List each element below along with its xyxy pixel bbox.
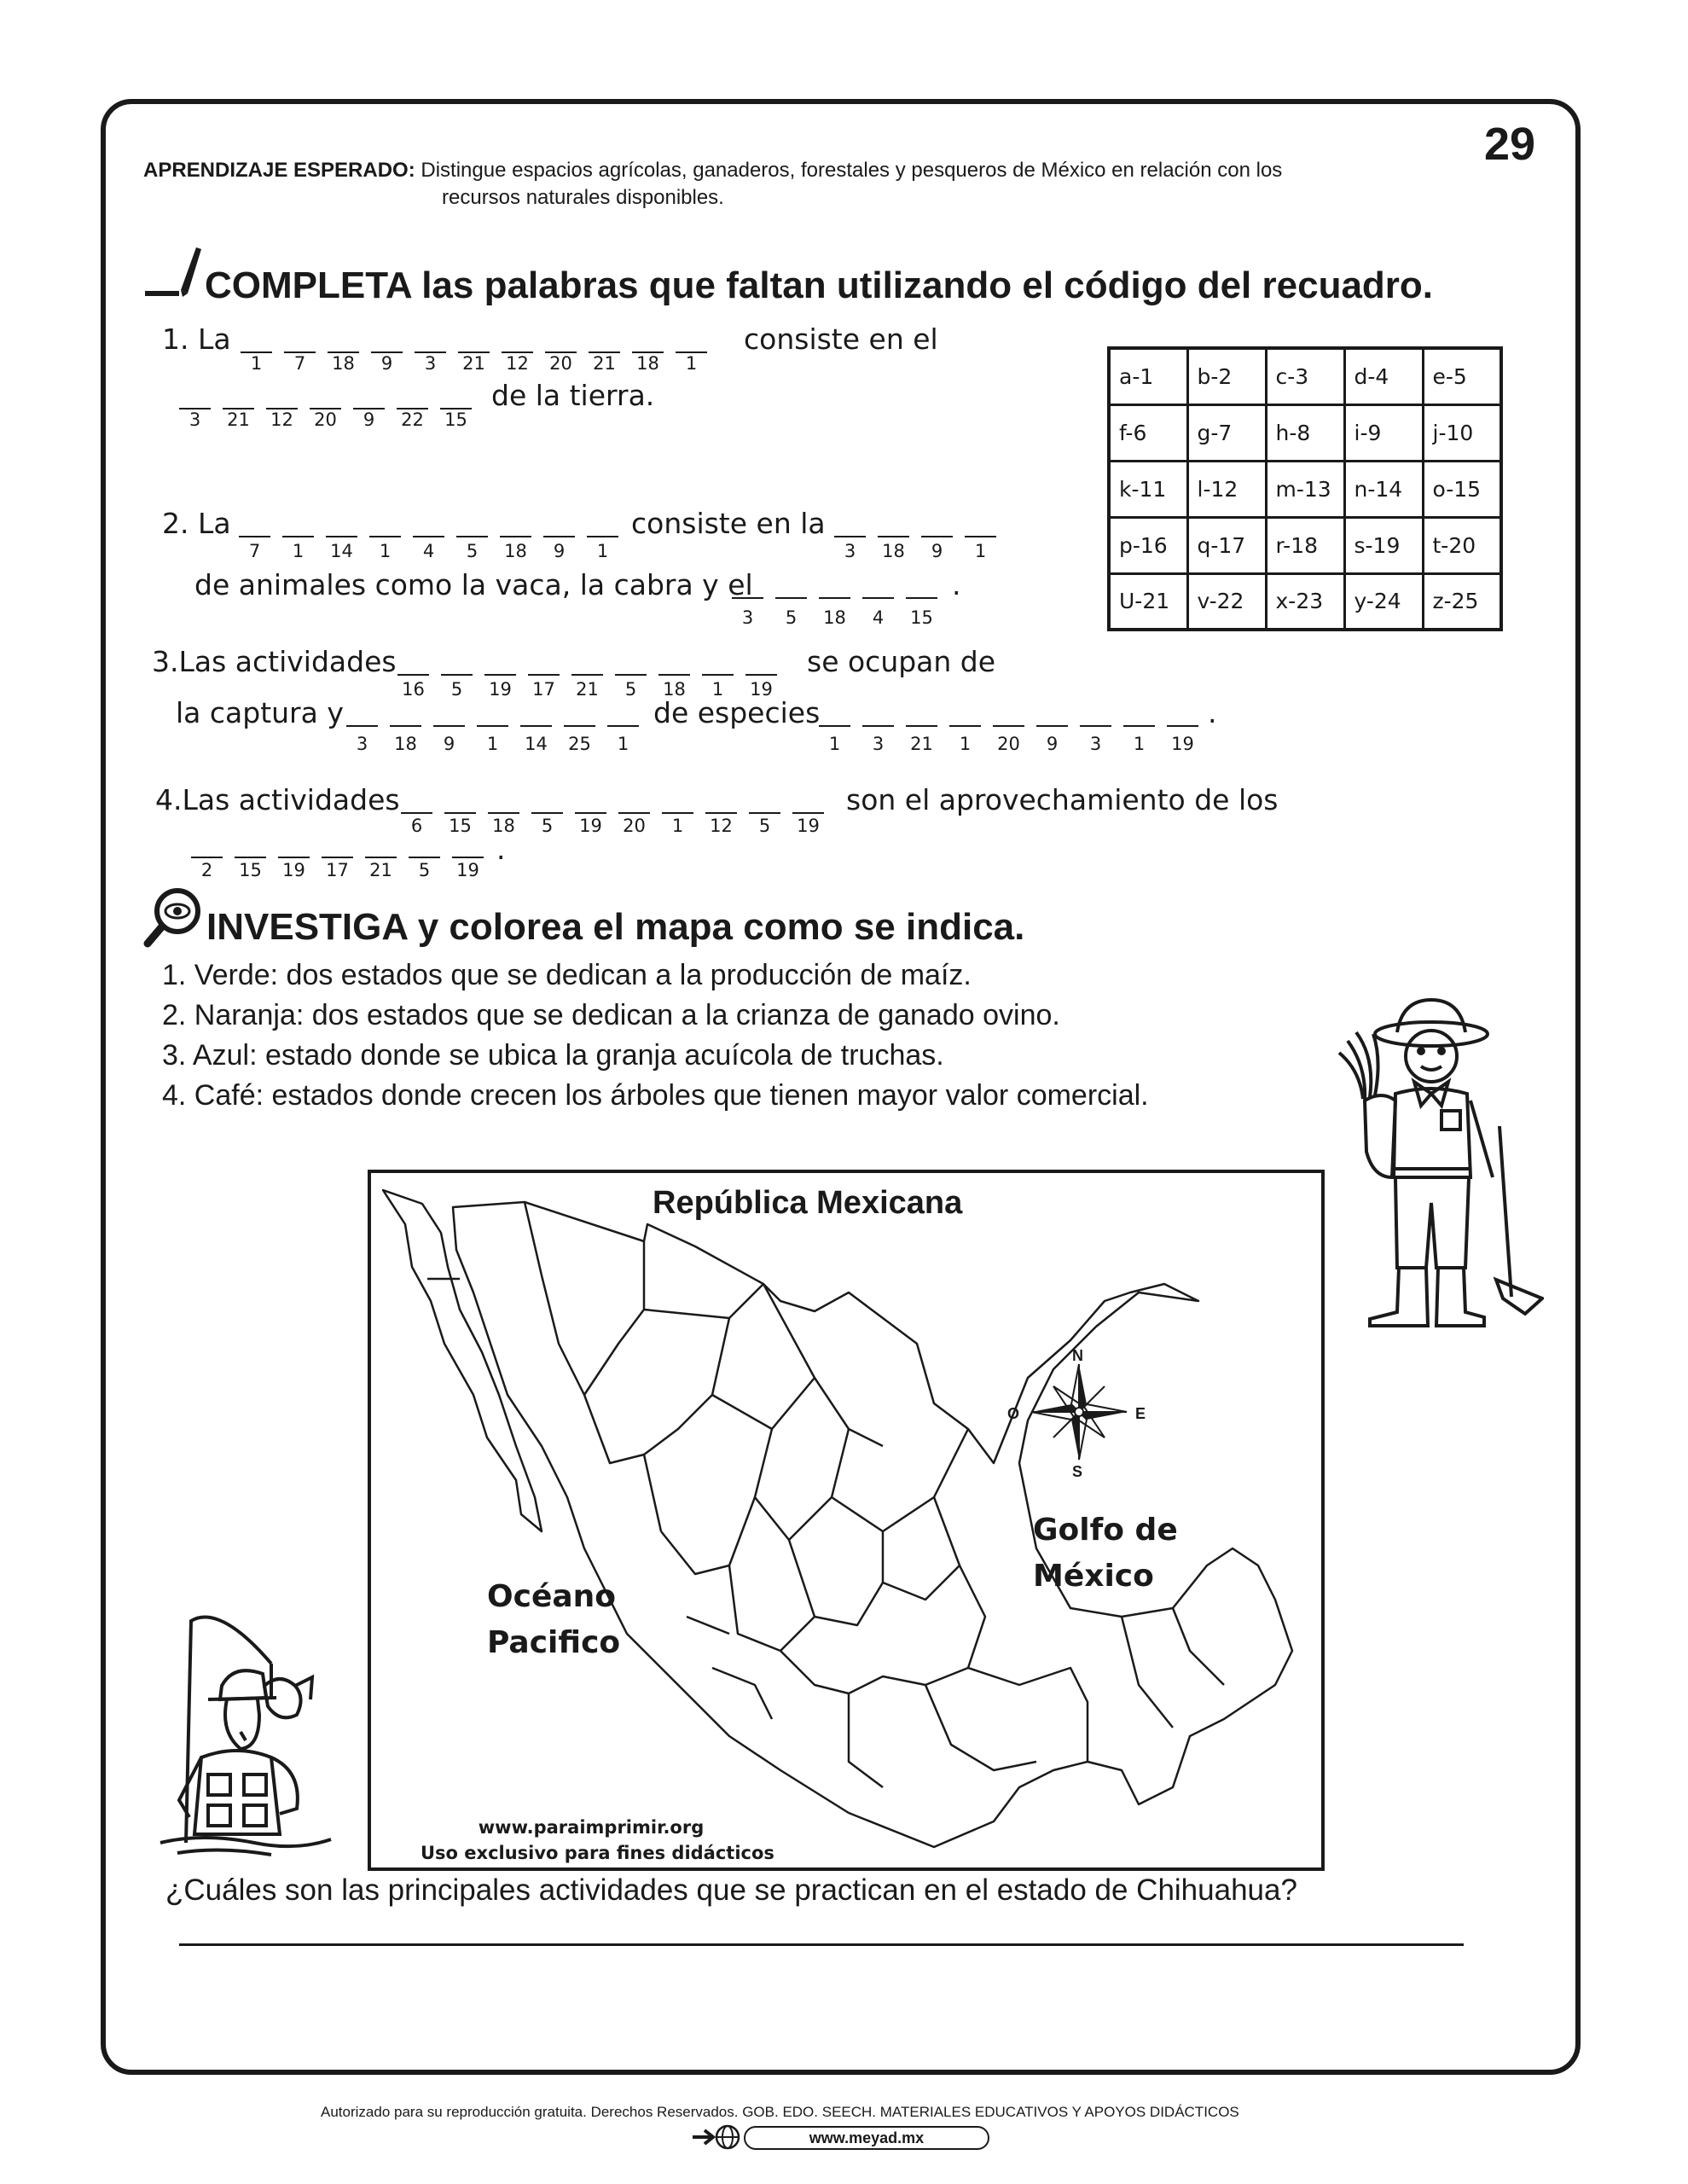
code-cell: U-21 <box>1109 573 1187 630</box>
code-cell: d-4 <box>1344 348 1423 404</box>
ocean-label: Océano Pacifico <box>487 1579 621 1660</box>
answer-line[interactable] <box>179 1943 1464 1946</box>
code-cell: y-24 <box>1344 573 1423 630</box>
item1-codes-b: 3 21 12 20 9 22 15 <box>189 410 467 430</box>
code-cell: k-11 <box>1109 461 1187 517</box>
item3-codes-b: 3 18 9 1 14 25 1 <box>356 734 629 754</box>
pencil-icon <box>143 241 203 299</box>
code-cell: l-12 <box>1187 461 1266 517</box>
code-cell: a-1 <box>1109 348 1187 404</box>
instruction-item: 1. Verde: dos estados que se dedican a la producción de maíz. <box>162 959 972 991</box>
code-cell: x-23 <box>1266 573 1344 630</box>
code-cell: j-10 <box>1423 404 1501 461</box>
code-cell: i-9 <box>1344 404 1423 461</box>
item4-codes-b: 2 15 19 17 21 5 19 <box>200 860 479 880</box>
code-cell: o-15 <box>1423 461 1501 517</box>
item4-text-a: 4.Las actividades <box>155 783 400 816</box>
code-cell: e-5 <box>1423 348 1501 404</box>
item1-text-a: 1. La <box>162 322 231 356</box>
item4-blanks-b <box>191 857 484 858</box>
code-cell: t-20 <box>1423 517 1501 573</box>
code-table-row <box>1109 461 1501 517</box>
item2-text-c: de animales como la vaca, la cabra y el <box>194 568 753 601</box>
learning-objective <box>143 157 1282 212</box>
item2-codes-c: 3 5 18 4 15 <box>741 607 933 628</box>
code-cell: q-17 <box>1187 517 1266 573</box>
objective-label: APRENDIZAJE ESPERADO: <box>143 159 415 182</box>
item3-codes-a: 16 5 19 17 21 5 18 1 19 <box>402 679 773 700</box>
footer-rights: Autorizado para su reproducción gratuita. Derechos Reservados. GOB. EDO. SEECH. MATERIALES EDUCATIVOS Y APOYOS DIDÁCTICOS <box>321 2104 1239 2120</box>
item3-blanks-a <box>397 674 777 676</box>
item1-text-b: consiste en el <box>744 322 938 356</box>
item2-codes-b: 3 18 9 1 <box>844 541 987 561</box>
item3-blanks-b <box>346 725 639 727</box>
section1-title: COMPLETA las palabras que faltan utilizando el código del recuadro. <box>205 264 1434 306</box>
section2-title: INVESTIGA y colorea el mapa como se indica. <box>206 906 1025 948</box>
code-cell: v-22 <box>1187 573 1266 630</box>
code-cell: h-8 <box>1266 404 1344 461</box>
item3-text-d: de especies <box>653 696 821 729</box>
compass-south: S <box>1072 1463 1083 1480</box>
question-text: ¿Cuáles son las principales actividades que se practican en el estado de Chihuahua? <box>165 1873 1297 1907</box>
page-number: 29 <box>1484 119 1536 170</box>
code-cell: g-7 <box>1187 404 1266 461</box>
item2-text-d: . <box>952 568 961 601</box>
item2-blanks-b <box>834 536 996 537</box>
instruction-item: 4. Café: estados donde crecen los árboles que tienen mayor valor comercial. <box>162 1079 1149 1112</box>
code-table-row <box>1109 404 1501 461</box>
magnifier-eye-icon <box>143 887 201 949</box>
item2-codes-a: 7 1 14 1 4 5 18 9 1 <box>248 541 609 561</box>
compass-east: E <box>1135 1405 1146 1422</box>
mexico-outline <box>371 1173 1321 1867</box>
code-cell: m-13 <box>1266 461 1344 517</box>
item4-text-c: . <box>496 833 506 866</box>
code-cell: s-19 <box>1344 517 1423 573</box>
compass-north: N <box>1072 1347 1083 1364</box>
item4-text-b: son el aprovechamiento de los <box>846 783 1279 816</box>
footer-url[interactable]: www.meyad.mx <box>744 2126 989 2150</box>
code-cell: z-25 <box>1423 573 1501 630</box>
item3-text-c: la captura y <box>176 696 344 729</box>
code-table <box>1107 346 1503 631</box>
item2-text-b: consiste en la <box>631 507 826 540</box>
item4-blanks-a <box>401 812 824 814</box>
code-cell: b-2 <box>1187 348 1266 404</box>
item3-blanks-c <box>819 725 1198 727</box>
farmer-illustration <box>1314 998 1544 1331</box>
fisherman-illustration <box>152 1604 357 1860</box>
code-table-row <box>1109 517 1501 573</box>
objective-line-1: Distingue espacios agrícolas, ganaderos, forestales y pesqueros de México en relación con los <box>421 159 1283 182</box>
item2-blanks-c <box>732 597 937 599</box>
code-cell: c-3 <box>1266 348 1344 404</box>
instructions-list <box>162 956 1149 1116</box>
map-credit: www.paraimprimir.org Uso exclusivo para fines didácticos <box>421 1817 774 1863</box>
code-table-row <box>1109 573 1501 630</box>
objective-line-2: recursos naturales disponibles. <box>442 186 724 209</box>
item1-codes-a: 1 7 18 9 3 21 12 20 21 18 1 <box>250 353 698 374</box>
code-table-row <box>1109 348 1501 404</box>
compass-west: O <box>1007 1405 1020 1422</box>
code-cell: n-14 <box>1344 461 1423 517</box>
gulf-label: Golfo de México <box>1033 1513 1178 1594</box>
item3-text-e: . <box>1208 696 1217 729</box>
item2-text-a: 2. La <box>162 507 231 540</box>
globe-icon <box>713 2124 742 2150</box>
item3-text-a: 3.Las actividades <box>152 645 397 678</box>
code-cell: r-18 <box>1266 517 1344 573</box>
instruction-item: 3. Azul: estado donde se ubica la granja acuícola de truchas. <box>162 1039 944 1072</box>
footer-link[interactable] <box>693 2124 991 2150</box>
item3-codes-c: 1 3 21 1 20 9 3 1 19 <box>828 734 1194 754</box>
item4-codes-a: 6 15 18 5 19 20 1 12 5 19 <box>410 816 820 836</box>
item1-text-c: de la tierra. <box>491 379 655 412</box>
instruction-item: 2. Naranja: dos estados que se dedican a la crianza de ganado ovino. <box>162 999 1060 1031</box>
item2-blanks-a <box>239 536 618 537</box>
map-title: República Mexicana <box>653 1185 963 1221</box>
mexico-map <box>368 1170 1325 1871</box>
compass-rose-icon <box>1031 1364 1127 1460</box>
item3-text-b: se ocupan de <box>807 645 996 678</box>
code-cell: p-16 <box>1109 517 1187 573</box>
code-cell: f-6 <box>1109 404 1187 461</box>
